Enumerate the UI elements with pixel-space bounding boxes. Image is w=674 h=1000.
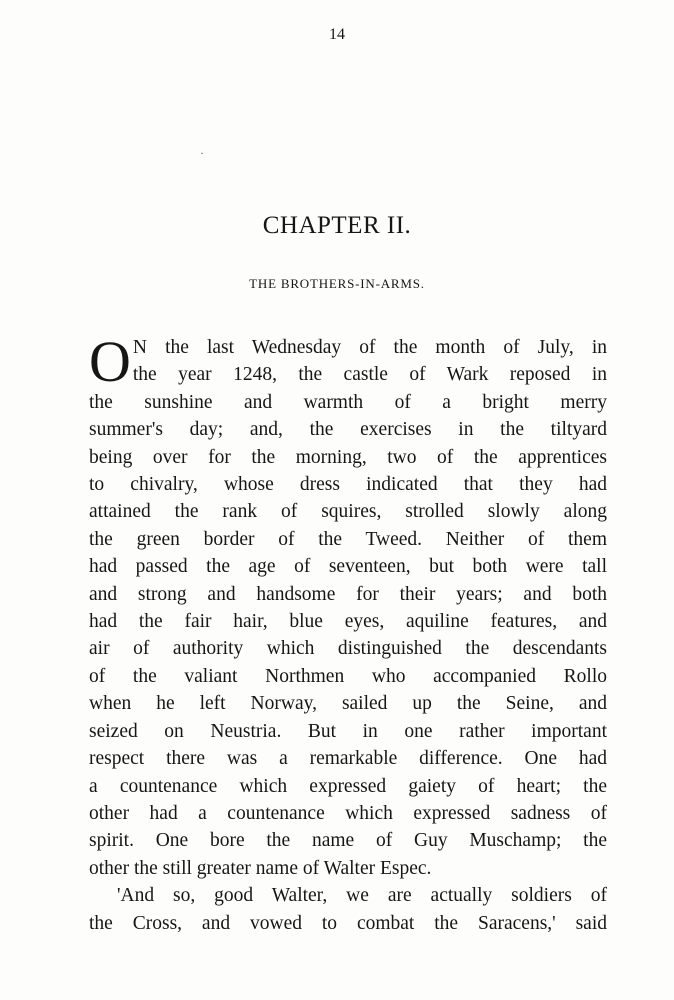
paragraph-2 — [89, 882, 607, 937]
text-line: other the still greater name of Walter Espec. — [89, 857, 432, 879]
chapter-title: CHAPTER II. — [262, 212, 412, 239]
text-line: to chivalry, whose dress indicated that they had — [89, 474, 607, 496]
text-line: the sunshine and warmth of a bright merry — [89, 391, 607, 413]
text-line: the Cross, and vowed to combat the Saracens,' said — [89, 912, 607, 934]
text-line: being over for the morning, two of the apprentices — [89, 446, 607, 468]
text-line: spirit. One bore the name of Guy Muschamp; the — [89, 830, 607, 852]
text-line: and strong and handsome for their years; and both — [89, 583, 607, 605]
text-line: other had a countenance which expressed sadness of — [89, 802, 607, 824]
body-text — [89, 329, 608, 937]
drop-cap: O — [89, 329, 131, 394]
text-line: summer's day; and, the exercises in the tiltyard — [89, 419, 607, 441]
text-line: respect there was a remarkable difference. One had — [89, 748, 607, 770]
page-number: 14 — [329, 26, 345, 43]
line-text: the last Wednesday of the month of July, in — [165, 337, 608, 358]
text-line: of the valiant Northmen who accompanied Rollo — [89, 665, 607, 687]
paragraph-1 — [89, 329, 608, 882]
text-line: when he left Norway, sailed up the Seine, and — [89, 693, 607, 715]
text-line: attained the rank of squires, strolled slowly along — [89, 501, 607, 523]
text-line: the green border of the Tweed. Neither of them — [89, 528, 607, 550]
lead-letter: N — [132, 337, 147, 358]
text-line: the year 1248, the castle of Wark reposed in — [132, 364, 607, 386]
text-line: seized on Neustria. But in one rather important — [89, 720, 607, 742]
text-line: had the fair hair, blue eyes, aquiline features, and — [89, 611, 607, 633]
text-line: a countenance which expressed gaiety of heart; the — [89, 775, 607, 797]
print-speck: · — [200, 146, 204, 160]
chapter-subtitle: THE BROTHERS-IN-ARMS. — [249, 276, 425, 291]
text-line: had passed the age of seventeen, but both were tall — [89, 556, 607, 578]
text-line: air of authority which distinguished the descendants — [89, 638, 607, 660]
text-line — [89, 334, 607, 361]
text-line: 'And so, good Walter, we are actually soldiers of — [117, 885, 607, 907]
